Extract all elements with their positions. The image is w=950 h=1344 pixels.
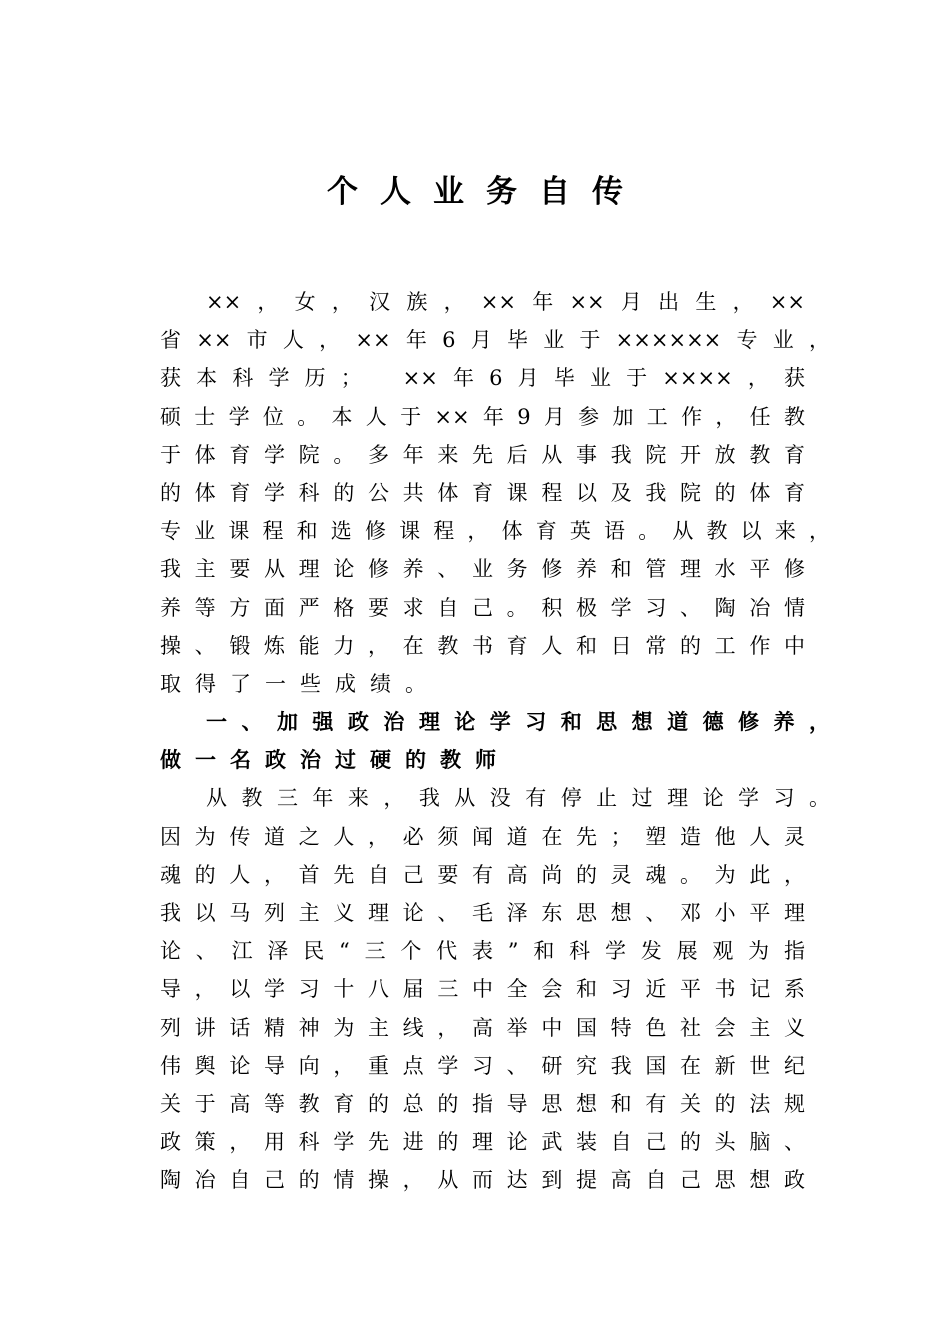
body-line: 从教三年来，我从没有停止过理论学习。 xyxy=(206,786,830,811)
document-body xyxy=(160,283,850,1200)
body-line: 硕士学位。本人于××年9月参加工作，任教 xyxy=(160,404,805,429)
body-line: 关于高等教育的总的指导思想和有关的法规 xyxy=(160,1091,805,1116)
body-line: 我以马列主义理论、毛泽东思想、邓小平理 xyxy=(160,901,805,925)
body-line: 的体育学科的公共体育课程以及我院的体育 xyxy=(160,480,805,505)
body-line: 政策，用科学先进的理论武装自己的头脑、 xyxy=(160,1130,805,1155)
document-title: 个人业务自传 xyxy=(327,174,645,210)
body-line: 省××市人，××年6月毕业于××××××专业， xyxy=(160,328,830,353)
body-line: 陶冶自己的情操，从而达到提高自己思想政 xyxy=(160,1168,805,1193)
body-line: 因为传道之人，必须闻道在先；塑造他人灵 xyxy=(160,824,805,849)
body-line: 导，以学习十八届三中全会和习近平书记系 xyxy=(160,977,805,1002)
section-heading-line: 一、加强政治理论学习和思想道德修养， xyxy=(206,710,830,735)
body-line: 操、锻炼能力，在教书育人和日常的工作中 xyxy=(160,633,805,658)
body-line: 魂的人，首先自己要有高尚的灵魂。为此， xyxy=(160,862,805,887)
body-line: 专业课程和选修课程，体育英语。从教以来， xyxy=(160,519,830,544)
body-line: 我主要从理论修养、业务修养和管理水平修 xyxy=(160,557,805,582)
section-heading-line: 做一名政治过硬的教师 xyxy=(160,748,510,773)
body-line: 列讲话精神为主线，高举中国特色社会主义 xyxy=(160,1015,805,1040)
body-line: 论、江泽民“三个代表”和科学发展观为指 xyxy=(160,939,805,964)
body-line: 于体育学院。多年来先后从事我院开放教育 xyxy=(160,442,805,467)
body-line: 养等方面严格要求自己。积极学习、陶冶情 xyxy=(160,595,805,620)
body-line: 取得了一些成绩。 xyxy=(160,671,440,696)
body-line: 获本科学历； ××年6月毕业于××××，获 xyxy=(160,366,805,391)
body-line: 伟舆论导向，重点学习、研究我国在新世纪 xyxy=(160,1053,805,1078)
body-line: ××，女，汉族，××年××月出生，×× xyxy=(206,290,805,314)
